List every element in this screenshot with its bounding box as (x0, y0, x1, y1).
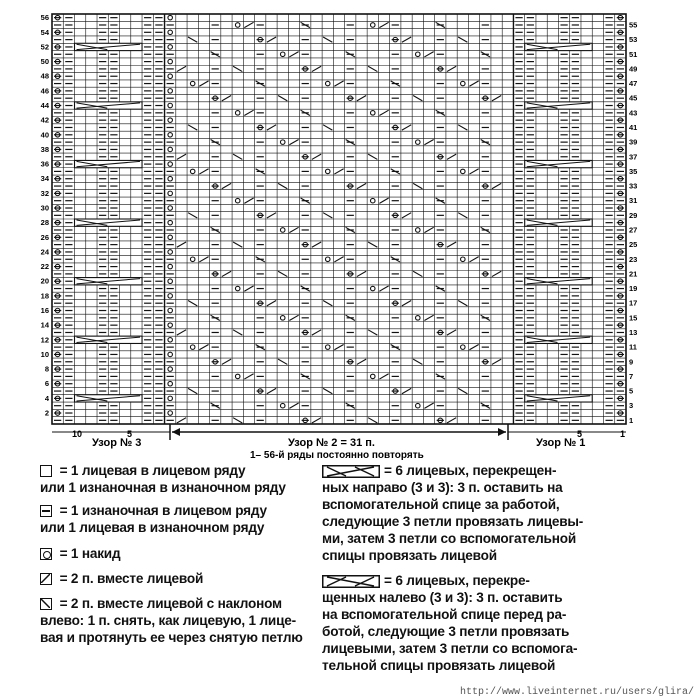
legend-cable-left-text-3: на вспомогательной спице перед ра- (322, 607, 567, 622)
legend-cable-right-text-5: ми, затем 3 петли со вспомогательной (322, 531, 576, 546)
tick-10-left: 10 (72, 429, 83, 439)
tick-1-right: 1 (620, 429, 626, 439)
row-number-right: 53 (629, 35, 638, 45)
legend-ssk (40, 595, 330, 646)
row-number-right: 27 (629, 225, 638, 235)
row-number-right: 1 (629, 415, 634, 425)
legend-yarn-over-text: = 1 накид (59, 546, 121, 561)
row-number-left: 52 (40, 42, 49, 52)
pattern2-note: 1– 56-й ряды постоянно повторять (250, 450, 424, 460)
legend-cable-left-text-6: тельной спицы провязать лицевой (322, 658, 556, 673)
legend-cable-left-text-5: лицевыми, затем 3 петли со вспомога- (322, 641, 578, 656)
legend-knit (40, 462, 330, 496)
legend-cable-right-text-6: спицы провязать лицевой (322, 548, 497, 563)
row-number-right: 49 (629, 64, 638, 74)
row-number-left: 6 (44, 379, 49, 389)
legend-purl (40, 502, 330, 536)
row-number-right: 17 (629, 298, 638, 308)
row-number-left: 16 (40, 306, 49, 316)
legend-cable-right-text-3: вспомогательной спице за работой, (322, 497, 560, 512)
row-number-left: 8 (44, 364, 49, 374)
row-number-right: 29 (629, 210, 638, 220)
row-number-left: 26 (40, 232, 49, 242)
row-number-right: 39 (629, 137, 638, 147)
row-number-right: 25 (629, 240, 638, 250)
purl-symbol-icon (40, 505, 52, 517)
row-number-left: 50 (40, 57, 49, 67)
legend-knit-text-2: или 1 изнаночная в изнаночном ряду (40, 480, 286, 495)
row-number-left: 10 (40, 349, 49, 359)
knit-symbol-icon (40, 465, 52, 477)
chart-grid (52, 14, 626, 424)
legend-knit-text: = 1 лицевая в лицевом ряду (59, 463, 246, 478)
row-number-right: 19 (629, 284, 638, 294)
legend-cable-left (322, 572, 694, 674)
legend-ssk-text-3: вая и протянуть ее через снятую петлю (40, 630, 303, 645)
row-number-left: 44 (40, 101, 49, 111)
row-number-right: 55 (629, 20, 638, 30)
row-number-left: 40 (40, 130, 49, 140)
legend-purl-text-2: или 1 лицевая в изнаночном ряду (40, 520, 265, 535)
legend-left (40, 462, 330, 646)
row-number-right: 47 (629, 79, 638, 89)
legend-right (322, 462, 694, 674)
row-number-left: 56 (40, 13, 49, 23)
row-number-right: 3 (629, 401, 634, 411)
legend-k2tog-text: = 2 п. вместе лицевой (59, 571, 204, 586)
row-number-right: 13 (629, 327, 638, 337)
ssk-symbol-icon (40, 598, 52, 610)
yarn-over-symbol-icon (40, 548, 52, 560)
legend-purl-text: = 1 изнаночная в лицевом ряду (59, 503, 267, 518)
row-number-right: 51 (629, 49, 638, 59)
pattern1-label: Узор № 1 (536, 437, 586, 449)
row-number-left: 48 (40, 71, 49, 81)
row-number-left: 36 (40, 159, 49, 169)
legend-cable-left-text-2: щенных налево (3 и 3): 3 п. оставить (322, 590, 563, 605)
tick-5-left: 5 (127, 429, 133, 439)
row-number-left: 18 (40, 291, 49, 301)
row-number-left: 12 (40, 335, 49, 345)
legend-cable-right-text-2: ных направо (3 и 3): 3 п. оставить на (322, 480, 563, 495)
row-number-right: 33 (629, 181, 638, 191)
pattern3-label: Узор № 3 (92, 437, 142, 449)
row-number-right: 23 (629, 254, 638, 264)
row-number-right: 31 (629, 196, 638, 206)
row-number-right: 21 (629, 269, 638, 279)
row-number-left: 22 (40, 262, 49, 272)
row-number-left: 28 (40, 218, 49, 228)
legend-cable-right-text-4: следующие 3 петли провязать лицевы- (322, 514, 584, 529)
legend-ssk-text: = 2 п. вместе лицевой с наклоном (59, 596, 282, 611)
legend-cable-left-text: = 6 лицевых, перекре- (384, 573, 530, 588)
tick-5-right: 5 (577, 429, 583, 439)
row-number-left: 42 (40, 115, 49, 125)
row-number-left: 34 (40, 174, 49, 184)
pattern2-label: Узор № 2 = 31 п. (288, 437, 375, 449)
row-number-left: 38 (40, 144, 49, 154)
row-number-right: 9 (629, 357, 634, 367)
legend-cable-left-text-4: ботой, следующие 3 петли провязать (322, 624, 570, 639)
row-number-left: 30 (40, 203, 49, 213)
cable-right-icon (322, 465, 380, 478)
legend-cable-right-text: = 6 лицевых, перекрещен- (384, 463, 557, 478)
row-number-left: 2 (44, 408, 49, 418)
row-number-left: 46 (40, 86, 49, 96)
legend-k2tog (40, 570, 330, 587)
row-number-right: 45 (629, 93, 638, 103)
row-number-right: 43 (629, 108, 638, 118)
row-number-right: 5 (629, 386, 634, 396)
row-number-right: 35 (629, 166, 638, 176)
row-number-right: 11 (629, 342, 637, 352)
row-number-right: 37 (629, 152, 638, 162)
row-number-left: 54 (40, 27, 49, 37)
row-number-left: 20 (40, 276, 49, 286)
legend-cable-right (322, 462, 694, 564)
row-number-left: 4 (44, 393, 49, 403)
row-number-right: 41 (629, 122, 638, 132)
watermark: http://www.liveinternet.ru/users/glira/ (459, 687, 694, 698)
row-number-right: 7 (629, 371, 634, 381)
row-number-left: 32 (40, 188, 49, 198)
cable-left-icon (322, 575, 380, 588)
row-number-left: 24 (40, 247, 49, 257)
row-number-left: 14 (40, 320, 49, 330)
legend-yarn-over (40, 545, 330, 562)
legend-ssk-text-2: влево: 1 п. снять, как лицевую, 1 лице- (40, 613, 296, 628)
k2tog-symbol-icon (40, 573, 52, 585)
row-number-right: 15 (629, 313, 638, 323)
